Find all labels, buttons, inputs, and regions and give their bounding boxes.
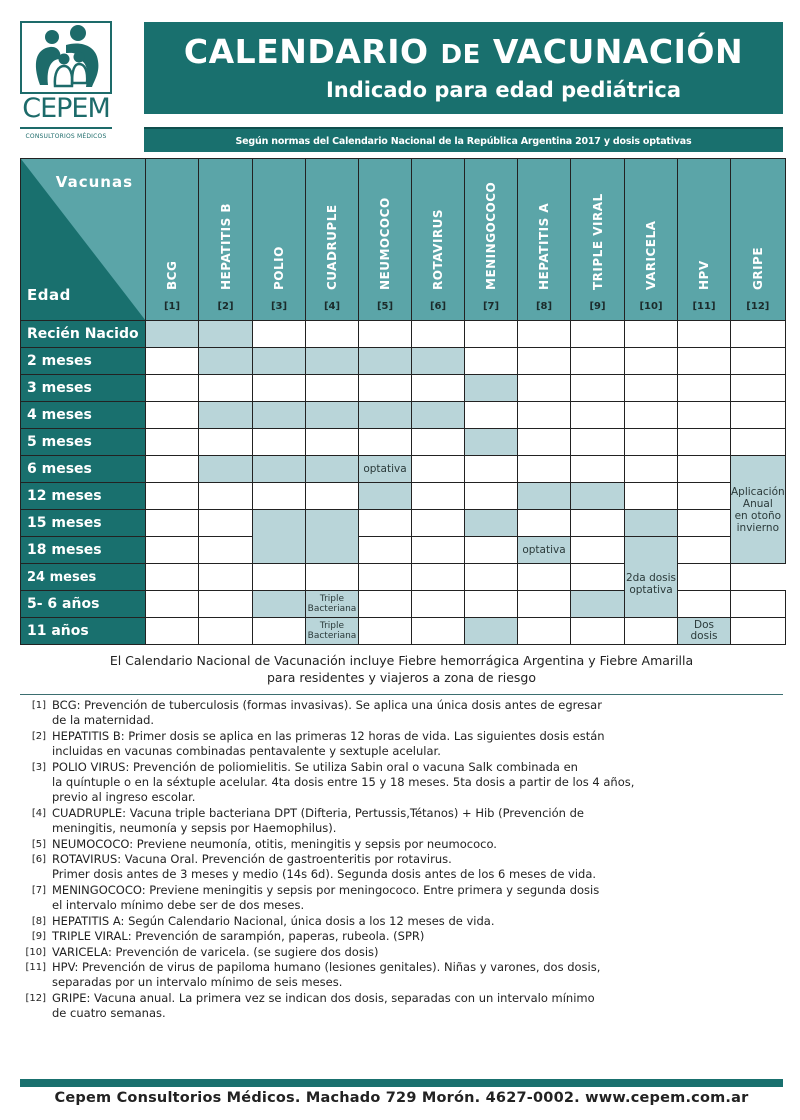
cell-empty	[412, 591, 465, 618]
cell-empty	[518, 348, 571, 375]
cell-filled	[465, 375, 518, 402]
note-text	[52, 883, 782, 914]
age-label: 5- 6 años	[21, 591, 146, 618]
cell-filled	[412, 402, 465, 429]
note-line: de cuatro semanas.	[52, 1006, 166, 1021]
col-header-varicela	[625, 159, 678, 321]
note-item	[22, 852, 782, 883]
cell-empty	[412, 375, 465, 402]
table-row	[21, 456, 786, 483]
cell-empty	[465, 348, 518, 375]
note-number: [5]	[31, 838, 46, 850]
note-line: HPV: Prevención de virus de papiloma humano (lesiones genitales). Niñas y varones, dos dosis,	[52, 959, 601, 974]
cell-empty	[412, 483, 465, 510]
cell-empty	[678, 321, 731, 348]
note-line: el intervalo mínimo debe ser de dos meses.	[52, 898, 305, 913]
cell-filled	[253, 510, 306, 564]
age-label: 24 meses	[21, 564, 146, 591]
note-line: NEUMOCOCO: Previene neumonía, otitis, meningitis y sepsis por neumococo.	[52, 836, 497, 851]
note-number: [12]	[25, 992, 46, 1004]
cell-empty	[253, 564, 306, 591]
note-item	[22, 929, 782, 944]
cell-filled	[146, 321, 199, 348]
cell-empty	[199, 375, 253, 402]
age-label: 18 meses	[21, 537, 146, 564]
header-row	[21, 159, 786, 321]
col-header-neumococo	[359, 159, 412, 321]
age-label: 4 meses	[21, 402, 146, 429]
cell-empty	[731, 375, 786, 402]
note-line: ROTAVIRUS: Vacuna Oral. Prevención de gastroenteritis por rotavirus.	[52, 852, 452, 867]
col-header-cuadruple	[306, 159, 359, 321]
cell-note-optativa: optativa	[359, 456, 412, 483]
cell-empty	[625, 348, 678, 375]
cell-empty	[625, 321, 678, 348]
cell-empty	[518, 564, 571, 591]
note-number: [1]	[31, 700, 46, 711]
table-row	[21, 618, 786, 645]
note-number: [7]	[31, 884, 46, 896]
logo-name: CEPEM	[22, 93, 110, 124]
note-line: HEPATITIS A: Según Calendario Nacional, única dosis a los 12 meses de vida.	[52, 913, 495, 928]
note-line: MENINGOCOCO: Previene meningitis y sepsis por meningococo. Entre primera y segunda dosis	[52, 882, 600, 897]
cell-empty	[412, 618, 465, 645]
cell-empty	[571, 375, 625, 402]
cell-empty	[571, 618, 625, 645]
note-line: Primer dosis antes de 3 meses y medio (14s 6d). Segunda dosis antes de los 6 meses de vida.	[52, 867, 597, 882]
national-calendar-note	[20, 652, 783, 686]
cell-filled	[571, 591, 625, 618]
cell-empty	[731, 402, 786, 429]
cell-empty	[518, 321, 571, 348]
vaccine-name: ROTAVIRUS	[431, 208, 445, 290]
page-subtitle: Indicado para edad pediátrica	[325, 78, 682, 102]
cell-empty	[146, 429, 199, 456]
note-line: separadas por un intervalo mínimo de seis meses.	[52, 975, 343, 990]
cell-empty	[518, 591, 571, 618]
vaccine-ref: [3]	[270, 301, 288, 312]
note-line: incluidas en vacunas combinadas pentavalente y sextuple acelular.	[52, 744, 441, 759]
col-header-hepatitis-a	[518, 159, 571, 321]
table-row	[21, 483, 786, 510]
col-header-hepatitis-b	[199, 159, 253, 321]
note-line: VARICELA: Prevención de varicela. (se sugiere dos dosis)	[52, 944, 379, 959]
cell-note-dos-dosis: Dos dosis	[678, 618, 731, 645]
age-label: 12 meses	[21, 483, 146, 510]
cell-empty	[571, 537, 625, 564]
cell-empty	[146, 456, 199, 483]
cell-empty	[625, 456, 678, 483]
cell-empty	[571, 348, 625, 375]
note-line: GRIPE: Vacuna anual. La primera vez se indican dos dosis, separadas con un intervalo mínimo	[52, 990, 595, 1005]
vaccine-ref: [12]	[746, 301, 770, 312]
cell-empty	[253, 375, 306, 402]
col-header-polio	[253, 159, 306, 321]
vaccine-name: BCG	[165, 260, 179, 290]
note-text	[52, 929, 782, 944]
cell-empty	[199, 483, 253, 510]
page-title	[144, 34, 783, 73]
cell-empty	[571, 564, 625, 591]
cell-filled	[465, 618, 518, 645]
cell-filled	[571, 483, 625, 510]
note-line: de la maternidad.	[52, 713, 155, 728]
note-text	[52, 760, 782, 806]
cell-filled	[199, 321, 253, 348]
cell-empty	[625, 402, 678, 429]
cell-empty	[571, 429, 625, 456]
cell-empty	[146, 564, 199, 591]
title-de: DE	[440, 40, 481, 70]
age-label: 11 años	[21, 618, 146, 645]
note-number: [9]	[31, 931, 46, 943]
table-row	[21, 429, 786, 456]
cell-empty	[678, 348, 731, 375]
cell-empty	[465, 591, 518, 618]
note-number: [6]	[31, 854, 46, 866]
note-item	[22, 945, 782, 960]
cell-filled	[306, 456, 359, 483]
gripe-note-line: invierno	[736, 521, 780, 534]
note-line: TRIPLE VIRAL: Prevención de sarampión, paperas, rubeola. (SPR)	[52, 929, 425, 944]
cell-empty	[678, 402, 731, 429]
cell-empty	[306, 429, 359, 456]
title-part-1: CALENDARIO	[183, 32, 429, 71]
cell-empty	[359, 375, 412, 402]
logo-emblem	[20, 21, 112, 94]
cell-empty	[359, 510, 412, 537]
logo-subtitle: CONSULTORIOS MÉDICOS	[25, 133, 107, 140]
gripe-note-line: Aplicación	[731, 485, 785, 498]
cell-filled	[199, 348, 253, 375]
varicela-note-line: 2da dosis	[625, 572, 677, 584]
note-text	[52, 852, 782, 883]
cell-empty	[625, 618, 678, 645]
cell-note-optativa: optativa	[518, 537, 571, 564]
cell-filled	[465, 510, 518, 537]
cell-gripe-annual	[731, 456, 786, 564]
cell-empty	[146, 537, 199, 564]
note-text	[52, 991, 782, 1022]
cell-empty	[678, 537, 731, 564]
age-label: 15 meses	[21, 510, 146, 537]
col-header-triple-viral	[571, 159, 625, 321]
logo-rule	[20, 127, 112, 129]
col-header-rotavirus	[412, 159, 465, 321]
cell-empty	[199, 618, 253, 645]
vaccine-ref: [10]	[639, 301, 663, 312]
note-line: POLIO VIRUS: Prevención de poliomielitis. Se utiliza Sabin oral o vacuna Salk combinada en	[52, 759, 578, 774]
vaccine-ref: [6]	[429, 301, 447, 312]
cell-empty	[731, 348, 786, 375]
col-header-bcg	[146, 159, 199, 321]
footer-contact: Cepem Consultorios Médicos. Machado 729 Morón. 4627-0002. www.cepem.com.ar	[54, 1090, 749, 1106]
note-item	[22, 883, 782, 914]
gripe-note-line: en otoño	[734, 509, 782, 522]
cell-filled	[253, 348, 306, 375]
cell-empty	[253, 321, 306, 348]
cell-filled	[306, 402, 359, 429]
age-label: 5 meses	[21, 429, 146, 456]
vaccine-ref: [5]	[376, 301, 394, 312]
cell-empty	[571, 510, 625, 537]
cell-empty	[678, 456, 731, 483]
cell-empty	[146, 591, 199, 618]
cell-filled	[306, 510, 359, 564]
note-number: [4]	[31, 807, 46, 819]
vaccine-name: GRIPE	[750, 246, 765, 290]
vaccine-name: HEPATITIS A	[537, 202, 551, 290]
cell-empty	[199, 429, 253, 456]
cell-empty	[146, 483, 199, 510]
cell-empty	[465, 537, 518, 564]
note-number: [3]	[31, 761, 46, 773]
cell-empty	[571, 456, 625, 483]
notes-divider	[20, 694, 783, 695]
vaccine-ref: [4]	[323, 301, 341, 312]
cell-empty	[253, 618, 306, 645]
cell-varicela-second-dose	[625, 537, 678, 618]
cell-empty	[306, 321, 359, 348]
cell-empty	[146, 402, 199, 429]
corner-header	[21, 159, 146, 321]
cell-empty	[731, 591, 786, 618]
table-row	[21, 375, 786, 402]
cell-empty	[306, 375, 359, 402]
cell-empty	[412, 429, 465, 456]
col-header-hpv	[678, 159, 731, 321]
vacunas-label: Vacunas	[55, 173, 133, 191]
note-text	[52, 914, 782, 929]
note-item	[22, 806, 782, 837]
cell-empty	[146, 348, 199, 375]
vaccine-name: HPV	[697, 260, 711, 290]
cell-empty	[678, 564, 731, 591]
cell-empty	[146, 618, 199, 645]
cell-empty	[518, 510, 571, 537]
cell-filled	[359, 348, 412, 375]
cell-empty	[412, 510, 465, 537]
national-note-line: para residentes y viajeros a zona de riesgo	[267, 670, 536, 685]
note-item	[22, 914, 782, 929]
age-label: Recién Nacido	[21, 321, 146, 348]
cell-empty	[465, 564, 518, 591]
note-number: [2]	[31, 730, 46, 742]
table-row	[21, 348, 786, 375]
note-line: previo al ingreso escolar.	[52, 790, 196, 805]
cell-empty	[465, 321, 518, 348]
vaccination-table	[20, 158, 786, 645]
cell-empty	[412, 456, 465, 483]
vaccine-ref: [11]	[692, 301, 716, 312]
vaccine-name: CUADRUPLE	[325, 204, 339, 290]
cell-filled	[359, 483, 412, 510]
norm-note: Según normas del Calendario Nacional de la República Argentina 2017 y dosis optativas	[144, 127, 783, 152]
cell-empty	[678, 375, 731, 402]
vaccine-name: VARICELA	[644, 220, 658, 290]
note-text	[52, 729, 782, 760]
title-part-2: VACUNACIÓN	[492, 32, 744, 71]
cell-filled	[359, 402, 412, 429]
note-text	[52, 960, 782, 991]
cell-empty	[465, 402, 518, 429]
cell-filled	[518, 483, 571, 510]
table-row	[21, 510, 786, 537]
cell-empty	[731, 321, 786, 348]
note-text	[52, 806, 782, 837]
cell-empty	[359, 591, 412, 618]
cell-filled	[253, 591, 306, 618]
footer-bar	[20, 1079, 783, 1087]
note-text	[52, 698, 782, 729]
note-item	[22, 991, 782, 1022]
cell-empty	[359, 537, 412, 564]
cell-empty	[731, 618, 786, 645]
cell-empty	[465, 483, 518, 510]
cell-empty	[199, 510, 253, 537]
cell-empty	[146, 510, 199, 537]
cell-empty	[359, 564, 412, 591]
table-row	[21, 402, 786, 429]
cell-filled	[412, 348, 465, 375]
cell-note-triple-bacteriana: Triple Bacteriana	[306, 618, 359, 645]
note-number: [11]	[25, 961, 46, 973]
cell-empty	[146, 375, 199, 402]
cell-empty	[199, 591, 253, 618]
cell-empty	[253, 429, 306, 456]
note-number: [8]	[31, 915, 46, 927]
note-item	[22, 837, 782, 852]
cell-empty	[306, 564, 359, 591]
vaccine-ref: [8]	[535, 301, 553, 312]
table-row	[21, 537, 786, 564]
cell-empty	[412, 537, 465, 564]
cell-empty	[359, 321, 412, 348]
col-header-meningococo	[465, 159, 518, 321]
cell-empty	[465, 456, 518, 483]
note-line: HEPATITIS B: Primer dosis se aplica en las primeras 12 horas de vida. Las siguientes dosis están	[52, 728, 605, 743]
gripe-note-line: Anual	[742, 497, 773, 510]
cell-empty	[678, 591, 731, 618]
vaccine-ref: [1]	[163, 301, 181, 312]
note-number: [10]	[25, 946, 46, 958]
cell-filled	[199, 456, 253, 483]
vaccine-name: MENINGOCOCO	[484, 181, 498, 290]
cell-filled	[306, 348, 359, 375]
note-line: meningitis, neumonía y sepsis por Haemophilus).	[52, 821, 337, 836]
cell-empty	[412, 321, 465, 348]
cell-empty	[625, 375, 678, 402]
cell-filled	[199, 402, 253, 429]
col-header-gripe	[731, 159, 786, 321]
varicela-note-line: optativa	[629, 584, 673, 596]
cell-empty	[306, 483, 359, 510]
cell-empty	[518, 375, 571, 402]
cell-empty	[518, 456, 571, 483]
note-line: CUADRUPLE: Vacuna triple bacteriana DPT (Difteria, Pertussis,Tétanos) + Hib (Prevención de	[52, 805, 584, 820]
cell-filled	[625, 510, 678, 537]
cell-empty	[518, 618, 571, 645]
cell-empty	[678, 429, 731, 456]
cell-note-triple-bacteriana: Triple Bacteriana	[306, 591, 359, 618]
vaccine-name: NEUMOCOCO	[378, 197, 392, 290]
cell-empty	[412, 564, 465, 591]
note-item	[22, 960, 782, 991]
age-label: 2 meses	[21, 348, 146, 375]
cell-empty	[359, 429, 412, 456]
vaccine-name: POLIO	[272, 246, 286, 290]
cell-empty	[359, 618, 412, 645]
title-banner	[144, 22, 783, 114]
note-line: BCG: Prevención de tuberculosis (formas invasivas). Se aplica una única dosis antes de egresar	[52, 698, 602, 712]
cell-empty	[518, 429, 571, 456]
vaccine-name: HEPATITIS B	[218, 202, 233, 290]
cell-empty	[518, 402, 571, 429]
vaccine-ref: [9]	[589, 301, 606, 312]
cell-empty	[199, 564, 253, 591]
age-label: 6 meses	[21, 456, 146, 483]
table-row	[21, 321, 786, 348]
note-line: la quíntuple o en la séxtuple acelular. 4ta dosis entre 15 y 18 meses. 5ta dosis a partir de los 4 años,	[52, 775, 635, 790]
cell-filled	[465, 429, 518, 456]
cell-empty	[625, 483, 678, 510]
cell-empty	[731, 429, 786, 456]
note-text	[52, 837, 782, 852]
cell-filled	[253, 402, 306, 429]
vaccine-ref: [7]	[482, 301, 500, 312]
cell-filled	[253, 456, 306, 483]
edad-label: Edad	[27, 286, 71, 304]
note-item	[22, 760, 782, 806]
cell-empty	[625, 429, 678, 456]
note-item	[22, 729, 782, 760]
cell-empty	[678, 483, 731, 510]
cell-empty	[199, 537, 253, 564]
cell-empty	[571, 402, 625, 429]
vaccine-name: TRIPLE VIRAL	[590, 193, 605, 290]
vaccine-ref: [2]	[217, 301, 234, 312]
cell-empty	[253, 483, 306, 510]
notes-list	[22, 698, 782, 1022]
cell-empty	[678, 510, 731, 537]
age-label: 3 meses	[21, 375, 146, 402]
cell-empty	[571, 321, 625, 348]
family-icon	[22, 23, 110, 92]
national-note-line: El Calendario Nacional de Vacunación incluye Fiebre hemorrágica Argentina y Fiebre Amarilla	[109, 653, 694, 668]
note-text	[52, 945, 782, 960]
note-item	[22, 698, 782, 729]
